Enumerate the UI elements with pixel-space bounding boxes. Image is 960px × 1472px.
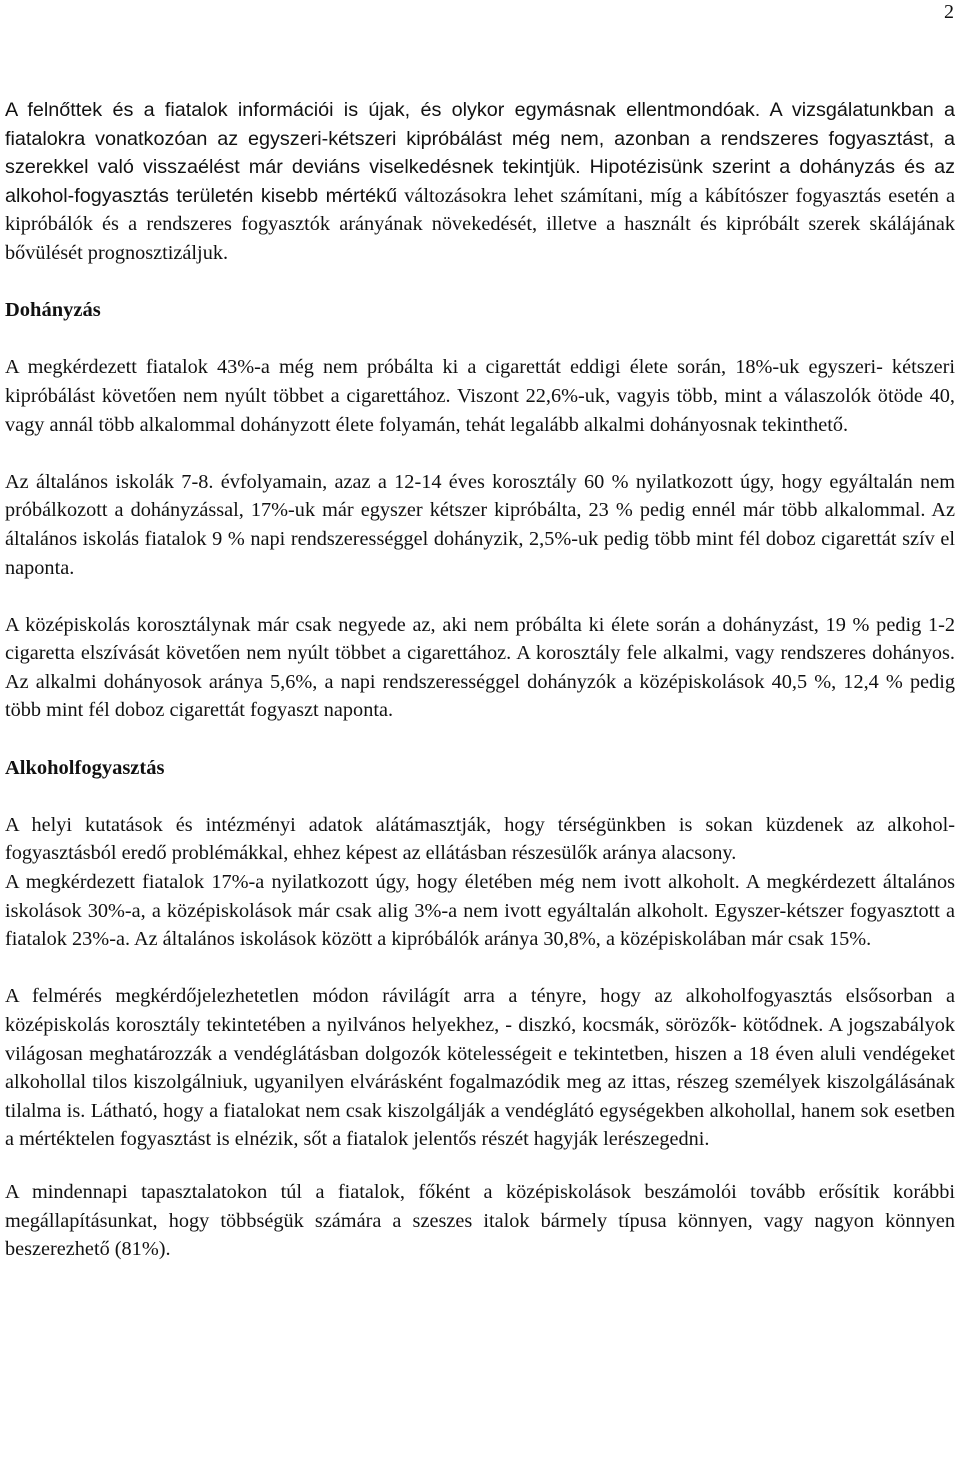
spacer [5, 268, 955, 297]
spacer [5, 582, 955, 611]
section-heading-alcohol: Alkoholfogyasztás [5, 756, 165, 779]
page-number: 2 [944, 1, 954, 23]
intro-paragraph [5, 96, 955, 268]
alcohol-paragraph-2: A megkérdezett fiatalok 17%-a nyilatkozott úgy, hogy életében még nem ivott alkoholt. A megkérdezett általános iskolások 30%-a, a középiskolások már csak alig 3%-a nem ivott egyáltalán alkoholt. Egyszer-kétszer fogyasztott a fiatalok 23%-a. Az általános iskolások között a kipróbálók aránya 30,8%, a középiskolában már csak 15%. [5, 871, 955, 951]
alcohol-paragraph-3: A felmérés megkérdőjelezhetetlen módon rávilágít arra a tényre, hogy az alkoholfogyasztás elsősorban a középiskolás korosztály tekintetében a nyilvános helyekhez, - diszkó, kocsmák, sörözők- kötődnek. A jogszabályok világosan meghatározzák a vendéglátásban dolgozók kötelességeit e tekintetben, hiszen a 18 éven aluli vendégeket alkohollal tilos kiszolgálniuk, ugyanilyen elvárásként fogalmazódik meg az ittas, részeg személyek kiszolgálásának tilalma is. Látható, hogy a fiatalokat nem csak kiszolgálják a vendéglátó egységekben alkohollal, hanem sok esetben a mértéktelen fogyasztást is elnézik, sőt a fiatalok jelentős részét hagyják lerészegedni. [5, 985, 955, 1151]
spacer [5, 325, 955, 354]
section-heading-smoking: Dohányzás [5, 299, 101, 322]
intro-paragraph-sans-part: A felnőttek és a fiatalok információi is újak, és olykor egymásnak ellentmondóak. A vizsgálatunkban a fiatalokra vonatkozóan az egyszeri-kétszeri kipróbálást még nem, azonban a rendszeres fogyasztást, a szerekkel való visszaélést már deviáns viselkedésnek tekintjük. Hipotézisünk szerint a dohányzás és az alkohol-fogyasztás területén kisebb mértékű [5, 99, 955, 207]
smoking-paragraph-2: Az általános iskolák 7-8. évfolyamain, azaz a 12-14 éves korosztály 60 % nyilatkozott úgy, hogy egyáltalán nem próbálkozott a dohányzással, 17%-uk már egyszer kétszer kipróbálta, 23 % pedig ennél már több alkalommal. Az általános iskolás fiatalok 9 % napi rendszerességgel dohányzik, 2,5%-uk pedig több mint fél doboz cigarettát szív el naponta. [5, 470, 955, 579]
spacer [5, 782, 955, 811]
intro-paragraph-serif-part: változásokra lehet számítani, míg a kábítószer fogyasztás esetén a kipróbálók és a rendszeres fogyasztók arányának növekedését, illetve a használt és kipróbált szerek skálájának bővülését prognosztizáljuk. [5, 184, 955, 264]
alcohol-paragraph-1: A helyi kutatások és intézményi adatok alátámasztják, hogy térségünkben is sokan küzdenek az alkohol-fogyasztásból eredő problémákkal, ehhez képest az ellátásban részesülők aránya alacsony. [5, 813, 955, 865]
spacer [5, 954, 955, 983]
smoking-paragraph-3: A középiskolás korosztálynak már csak negyede az, aki nem próbálta ki élete során a dohányzást, 19 % pedig 1-2 cigaretta elszívását követően nem nyúlt többet a cigarettához. A korosztály fele alkalmi, vagy rendszeres dohányos. Az alkalmi dohányosok aránya 5,6%, a napi rendszerességgel dohányzók a középiskolások 40,5 %, 12,4 % pedig több mint fél doboz cigarettát fogyaszt naponta. [5, 613, 955, 722]
spacer [5, 1154, 955, 1178]
alcohol-paragraph-4: A mindennapi tapasztalatokon túl a fiatalok, főként a középiskolások beszámolói tovább erősítik korábbi megállapításunkat, hogy többségük számára a szeszes italok bármely típusa könnyen, vagy nagyon könnyen beszerezhető (81%). [5, 1180, 955, 1261]
spacer [5, 725, 955, 754]
spacer [5, 439, 955, 468]
smoking-paragraph-1: A megkérdezett fiatalok 43%-a még nem próbálta ki a cigarettát eddigi élete során, 18%-uk egyszeri- kétszeri kipróbálást követően nem nyúlt többet a cigarettához. Viszont 22,6%-uk, vagyis több, mint a válaszolók ötöde 40, vagy annál több alkalommal dohányzott élete folyamán, tehát legalább alkalmi dohányosnak tekinthető. [5, 356, 955, 436]
document-body [5, 96, 955, 1264]
